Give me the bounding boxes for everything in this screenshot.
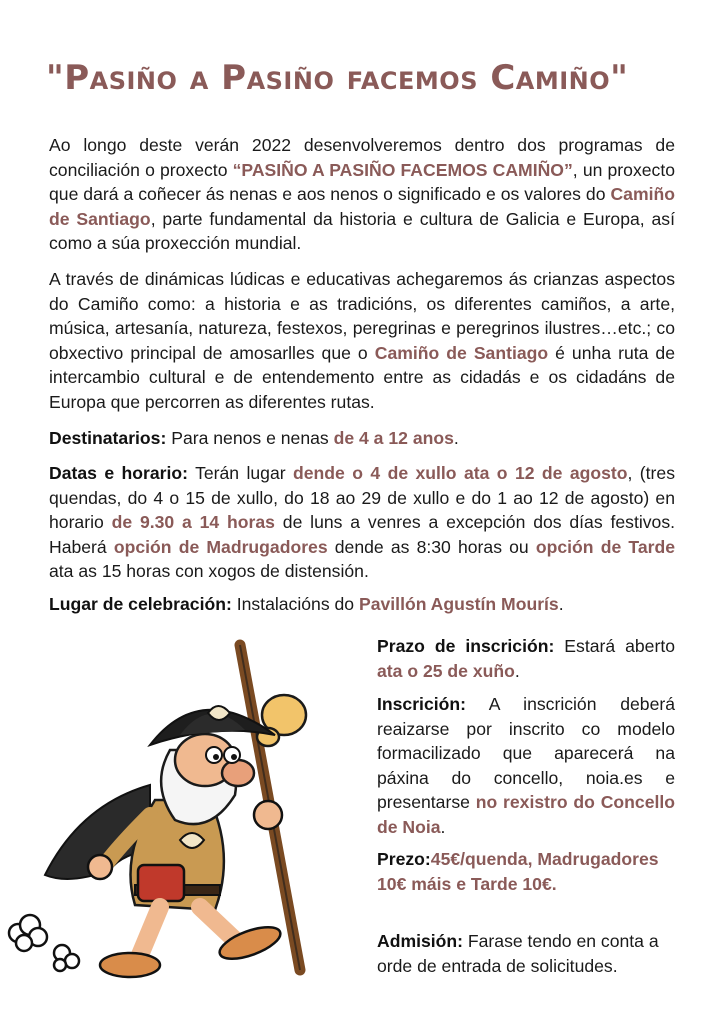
pilgrim-illustration [0,635,370,995]
prazo-paragraph [377,634,675,683]
inscricion-text: A inscrición deberá reaizarse por inscrito co modelo formacilizado que aparecerá na páxina do concello, noia.es e presentarse [377,694,675,812]
activities-paragraph [49,267,675,414]
destinatarios-text: Para nenos e nenas [166,428,334,448]
lugar-text: Instalacións do [231,594,359,614]
destinatarios-paragraph [49,426,675,451]
lugar-paragraph [49,592,675,617]
activities-text-2: é unha ruta de intercambio cultural e de entendemento entre as cidadás e os cidadáns de Europa que percorren as diferentes rutas. [49,342,675,412]
age-range: de 4 a 12 anos [333,428,454,448]
activities-text-1: A través de dinámicas lúdicas e educativas achegaremos ás crianzas aspectos do Camiño como: a historia e as tradicións, os diferentes camiños, a arte, música, artesanía, natureza, festexos, peregrinas e peregrinos ilustres…etc.; co obxectivo principal de amosarlles que o [49,269,675,363]
prezo-label: Prezo: [377,849,431,869]
destinatarios-label: Destinatarios: [49,428,167,448]
inscricion-label: Inscrición: [377,694,466,714]
tarde-option: opción de Tarde [535,536,676,557]
destinatarios-end: . [453,428,459,448]
camino-highlight-2: Camiño de Santiago [374,342,549,363]
admision-label: Admisión: [377,931,464,951]
intro-text-3: , parte fundamental da historia e cultura de Galicia e Europa, así como a súa proxección mundial. [49,208,675,253]
hours-range: de 9.30 a 14 horas [111,512,275,532]
madrugadores-option: opción de Madrugadores [113,536,328,557]
date-range: dende o 4 de xullo ata o 12 de agosto [293,463,628,483]
page-title: "Pasiño a Pasiño facemos Camiño" [46,58,629,98]
prezo-paragraph [377,847,675,896]
intro-paragraph [49,133,675,256]
datas-label: Datas e horario: [49,463,188,483]
inscricion-end: . [440,816,446,837]
datas-text-5: ata as 15 horas con xogos de distensión. [49,561,369,581]
price-details: 45€/quenda, Madrugadores 10€ máis e Tarde 10€ [377,849,659,894]
datas-text-2: , (tres quendas, do 4 o 15 de xullo, do 18 ao 29 de xullo e do 1 ao 12 de agosto) en horario [49,463,675,532]
inscricion-paragraph [377,692,675,839]
prazo-text: Estará aberto [554,636,676,656]
intro-text-1: Ao longo deste verán 2022 desenvolveremos dentro dos programas de conciliación o proxecto [49,135,675,180]
lugar-label: Lugar de celebración: [49,594,232,614]
datas-text-1: Terán lugar [187,463,294,483]
prazo-label: Prazo de inscrición: [377,636,555,656]
datas-paragraph [49,461,675,584]
camino-highlight: Camiño de Santiago [49,184,675,229]
prazo-end: . [514,660,520,681]
project-name: “PASIÑO A PASIÑO FACEMOS CAMIÑO” [232,159,573,180]
admision-text: Farase tendo en conta a orde de entrada de solicitudes. [377,931,659,976]
rexistro-location: no rexistro do Concello de Noia [377,792,675,837]
admision-paragraph [377,929,675,978]
intro-text-2: , un proxecto que dará a coñecer ás nenas e aos nenos o significado e os valores do [49,159,676,204]
datas-text-4: dende as 8:30 horas ou [327,536,536,557]
datas-text-3: de luns a venres a excepción dos días festivos. Haberá [49,512,676,557]
deadline: ata o 25 de xuño [377,660,515,681]
lugar-end: . [558,594,564,614]
prezo-end: . [551,873,557,894]
venue-name: Pavillón Agustín Mourís [358,594,559,614]
